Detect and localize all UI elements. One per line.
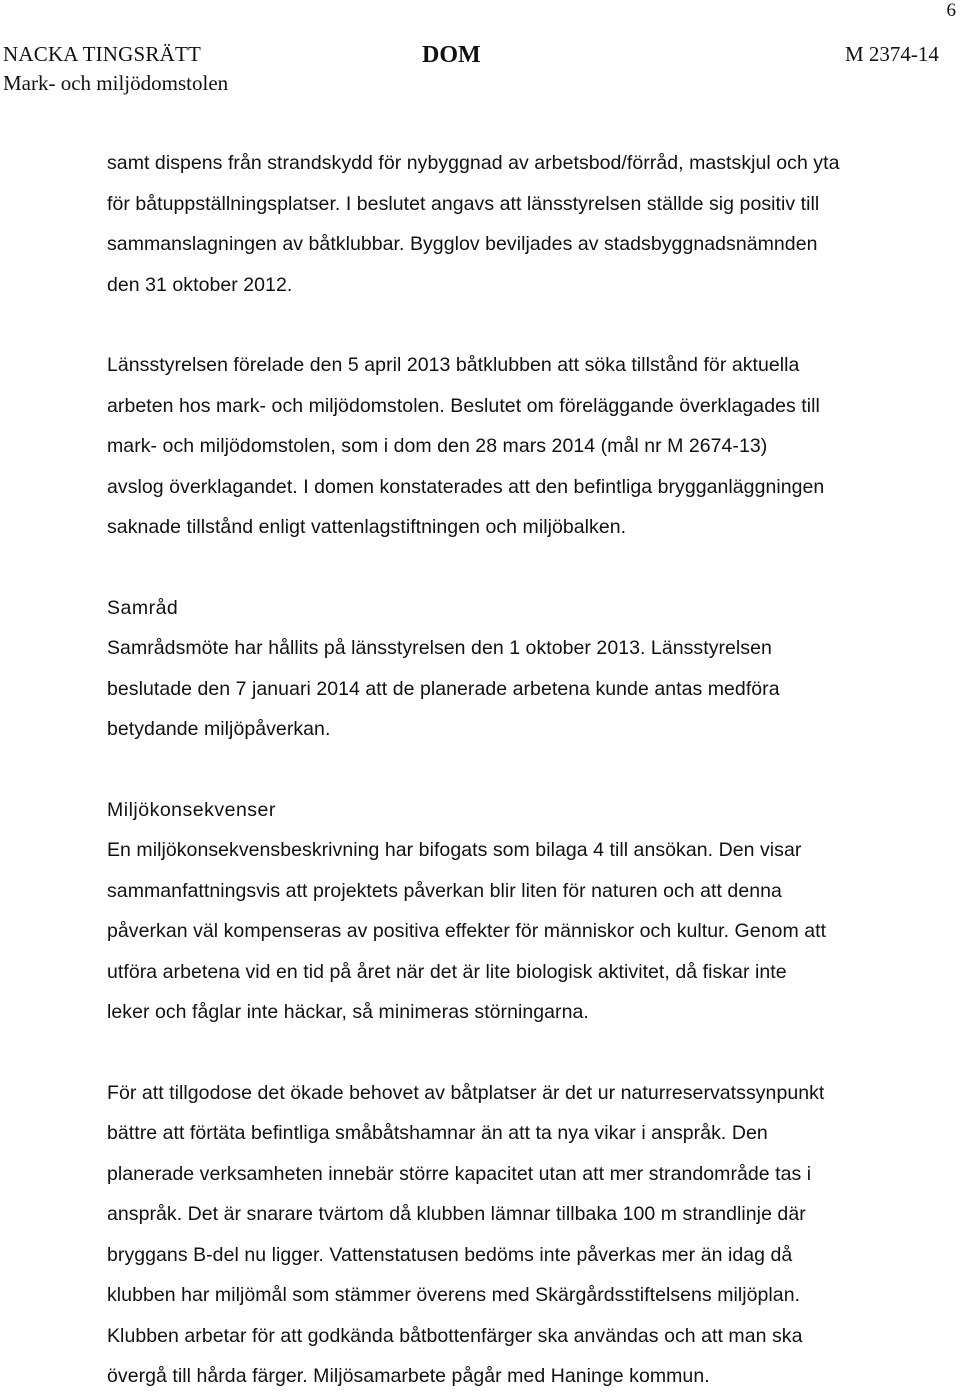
- document-body: [107, 143, 907, 1397]
- text-line: Länsstyrelsen förelade den 5 april 2013 båtklubben att söka tillstånd för aktuella: [107, 354, 800, 376]
- court-department: Mark- och miljödomstolen: [3, 71, 229, 95]
- section-miljokonsekvenser: [107, 790, 907, 1033]
- section-heading: Miljökonsekvenser: [107, 798, 276, 821]
- text-line: Klubben arbetar för att godkända båtbottenfärger ska användas och att man ska: [107, 1324, 803, 1347]
- court-name: NACKA TINGSRÄTT: [3, 42, 202, 66]
- text-line: Samrådsmöte har hållits på länsstyrelsen den 1 oktober 2013. Länsstyrelsen: [107, 637, 772, 659]
- text-line: för båtuppställningsplatser. I beslutet angavs att länsstyrelsen ställde sig positiv till: [107, 192, 820, 215]
- text-line: utföra arbetena vid en tid på året när det är lite biologisk aktivitet, då fiskar inte: [107, 960, 787, 983]
- section-samrad: [107, 588, 907, 750]
- text-line: anspråk. Det är snarare tvärtom då klubben lämnar tillbaka 100 m strandlinje där: [107, 1203, 806, 1225]
- case-number: M 2374-14: [845, 42, 939, 66]
- paragraph-strandskydd: [107, 143, 907, 305]
- page-number: 6: [946, 0, 956, 21]
- text-line: den 31 oktober 2012.: [107, 273, 293, 296]
- text-line: sammanslagningen av båtklubbar. Bygglov beviljades av stadsbyggnadsnämnden: [107, 233, 818, 255]
- text-line: beslutade den 7 januari 2014 att de planerade arbetena kunde antas medföra: [107, 677, 780, 700]
- document-header: [0, 40, 960, 100]
- section-heading: Samråd: [107, 596, 179, 619]
- paragraph-foreläggande: [107, 345, 907, 548]
- text-line: övergå till hårda färger. Miljösamarbete pågår med Haninge kommun.: [107, 1365, 710, 1387]
- text-line: En miljökonsekvensbeskrivning har bifogats som bilaga 4 till ansökan. Den visar: [107, 839, 802, 861]
- text-line: avslog överklagandet. I domen konstaterades att den befintliga brygganläggningen: [107, 475, 825, 498]
- text-line: påverkan väl kompenseras av positiva effekter för människor och kultur. Genom att: [107, 920, 827, 942]
- text-line: sammanfattningsvis att projektets påverkan blir liten för naturen och att denna: [107, 879, 782, 902]
- text-line: För att tillgodose det ökade behovet av båtplatser är det ur naturreservatssynpunkt: [107, 1081, 825, 1104]
- text-line: betydande miljöpåverkan.: [107, 718, 331, 740]
- document-type: DOM: [422, 42, 481, 68]
- text-line: klubben har miljömål som stämmer överens med Skärgårdsstiftelsens miljöplan.: [107, 1284, 801, 1306]
- text-line: bättre att förtäta befintliga småbåtshamnar än att ta nya vikar i anspråk. Den: [107, 1122, 768, 1144]
- paragraph-batplatser: [107, 1073, 907, 1397]
- text-line: samt dispens från strandskydd för nybyggnad av arbetsbod/förråd, mastskjul och yta: [107, 152, 840, 174]
- text-line: bryggans B-del nu ligger. Vattenstatusen bedöms inte påverkas mer än idag då: [107, 1243, 793, 1266]
- text-line: leker och fåglar inte häckar, så minimeras störningarna.: [107, 1001, 589, 1023]
- text-line: planerade verksamheten innebär större kapacitet utan att mer strandområde tas i: [107, 1162, 812, 1185]
- text-line: arbeten hos mark- och miljödomstolen. Beslutet om föreläggande överklagades till: [107, 394, 820, 417]
- text-line: saknade tillstånd enligt vattenlagstiftningen och miljöbalken.: [107, 516, 627, 538]
- text-line: mark- och miljödomstolen, som i dom den 28 mars 2014 (mål nr M 2674-13): [107, 435, 768, 457]
